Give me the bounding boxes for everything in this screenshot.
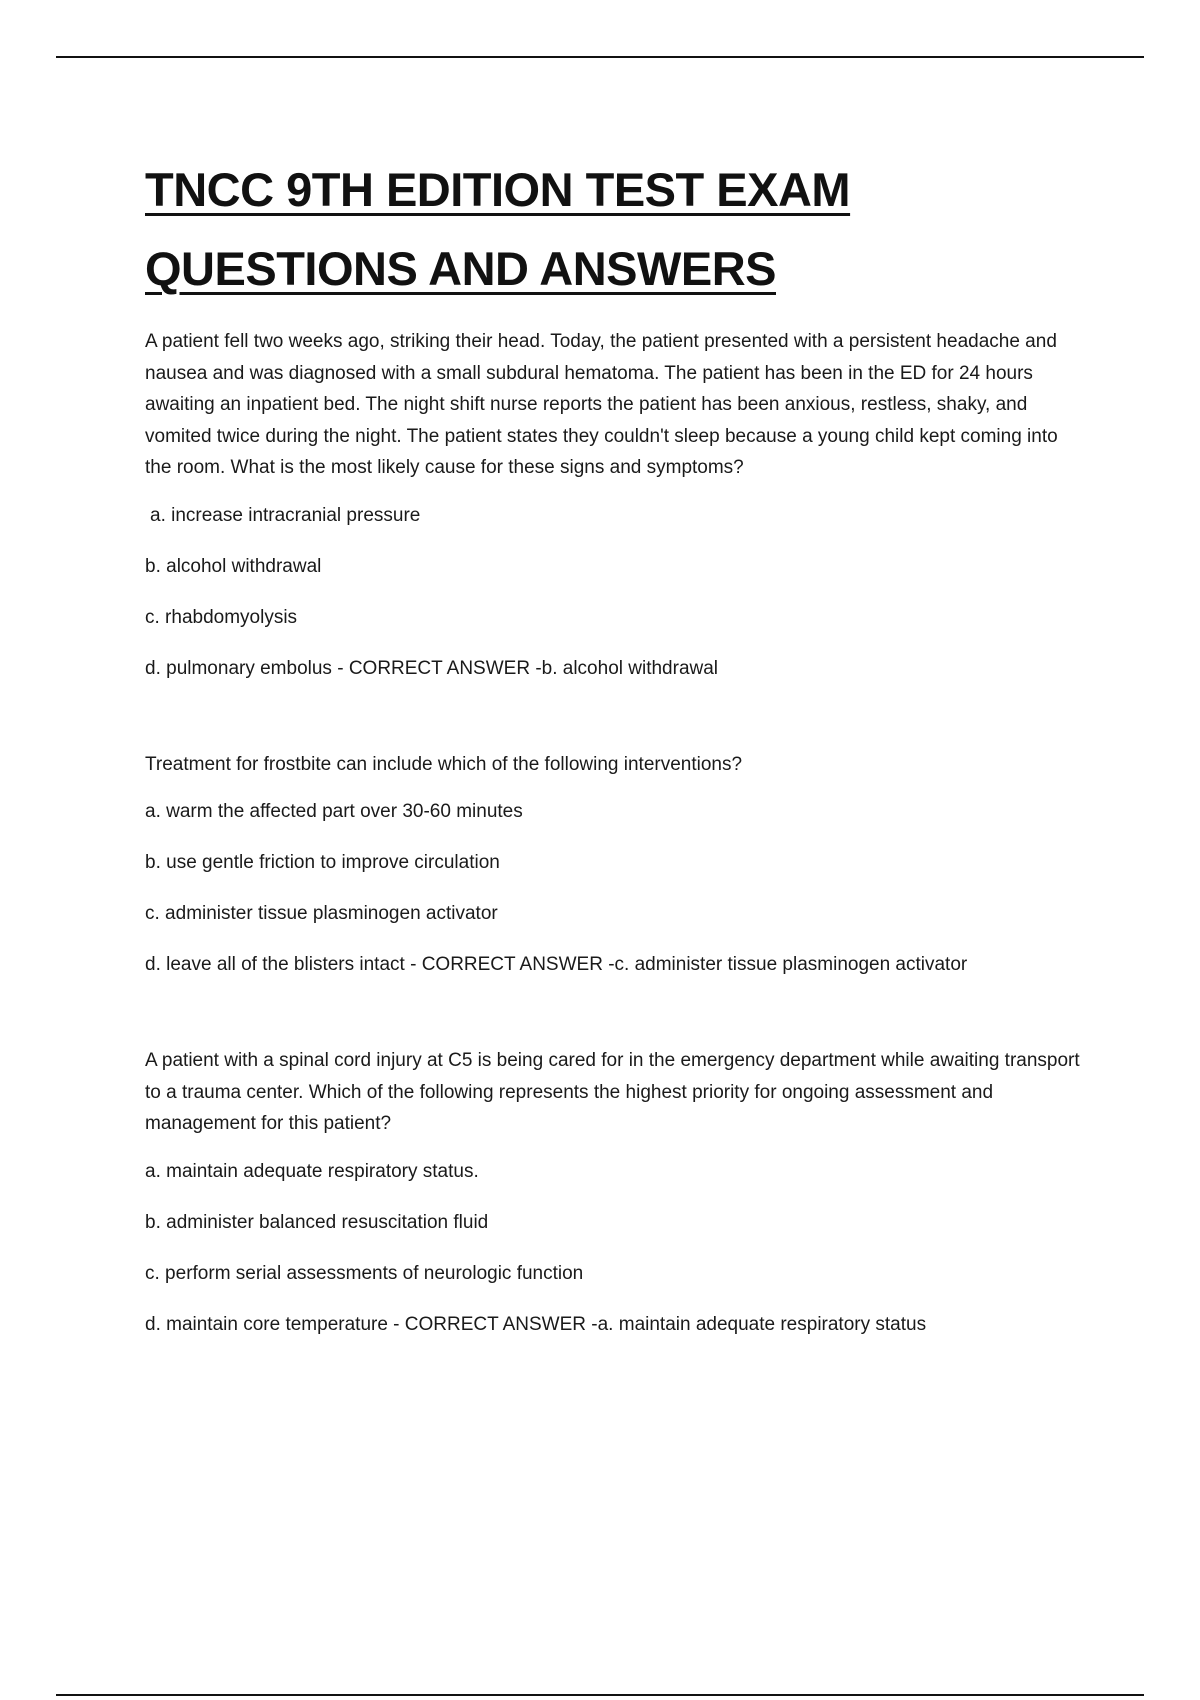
header-rule: [56, 56, 1144, 58]
question-stem: Treatment for frostbite can include which of the following interventions?: [145, 753, 743, 775]
answer-option: a. warm the affected part over 30-60 minutes: [145, 801, 523, 822]
question-block-1: [145, 326, 1085, 681]
question-block-3: [145, 1045, 1085, 1337]
answer-option: b. alcohol withdrawal: [145, 555, 322, 577]
answer-option: c. rhabdomyolysis: [145, 606, 298, 628]
answer-option: a. maintain adequate respiratory status.: [145, 1160, 479, 1182]
answer-option: c. perform serial assessments of neurologic function: [145, 1262, 584, 1284]
title-line-1: TNCC 9TH EDITION TEST EXAM: [145, 163, 851, 216]
answer-option: b. use gentle friction to improve circulation: [145, 852, 500, 873]
answer-option-with-correct-answer: d. pulmonary embolus - CORRECT ANSWER -b. alcohol withdrawal: [145, 657, 719, 679]
question-stem: A patient with a spinal cord injury at C5 is being cared for in the emergency department while awaiting transport to a trauma center. Which of the following represents the highest priority for ongoing assessment and management for this patient?: [145, 1050, 1080, 1134]
document-body: [145, 150, 1085, 1337]
question-block-2: [145, 749, 1085, 978]
answer-option-with-correct-answer: d. maintain core temperature - CORRECT ANSWER -a. maintain adequate respiratory status: [145, 1313, 927, 1335]
question-stem: A patient fell two weeks ago, striking their head. Today, the patient presented with a persistent headache and nausea and was diagnosed with a small subdural hematoma. The patient has been in the ED for 24 hours awaiting an inpatient bed. The night shift nurse reports the patient has been anxious, restless, shaky, and vomited twice during the night. The patient states they couldn't sleep because a young child kept coming into the room. What is the most likely cause for these signs and symptoms?: [145, 331, 1058, 478]
answer-option: a. increase intracranial pressure: [150, 504, 421, 526]
answer-option: b. administer balanced resuscitation fluid: [145, 1211, 489, 1233]
title-line-2: QUESTIONS AND ANSWERS: [145, 242, 776, 295]
answer-option-with-correct-answer: d. leave all of the blisters intact - CORRECT ANSWER -c. administer tissue plasminogen activator: [145, 954, 968, 975]
answer-option: c. administer tissue plasminogen activator: [145, 903, 498, 924]
footer-rule: [56, 1694, 1144, 1696]
document-title: [145, 150, 1085, 308]
